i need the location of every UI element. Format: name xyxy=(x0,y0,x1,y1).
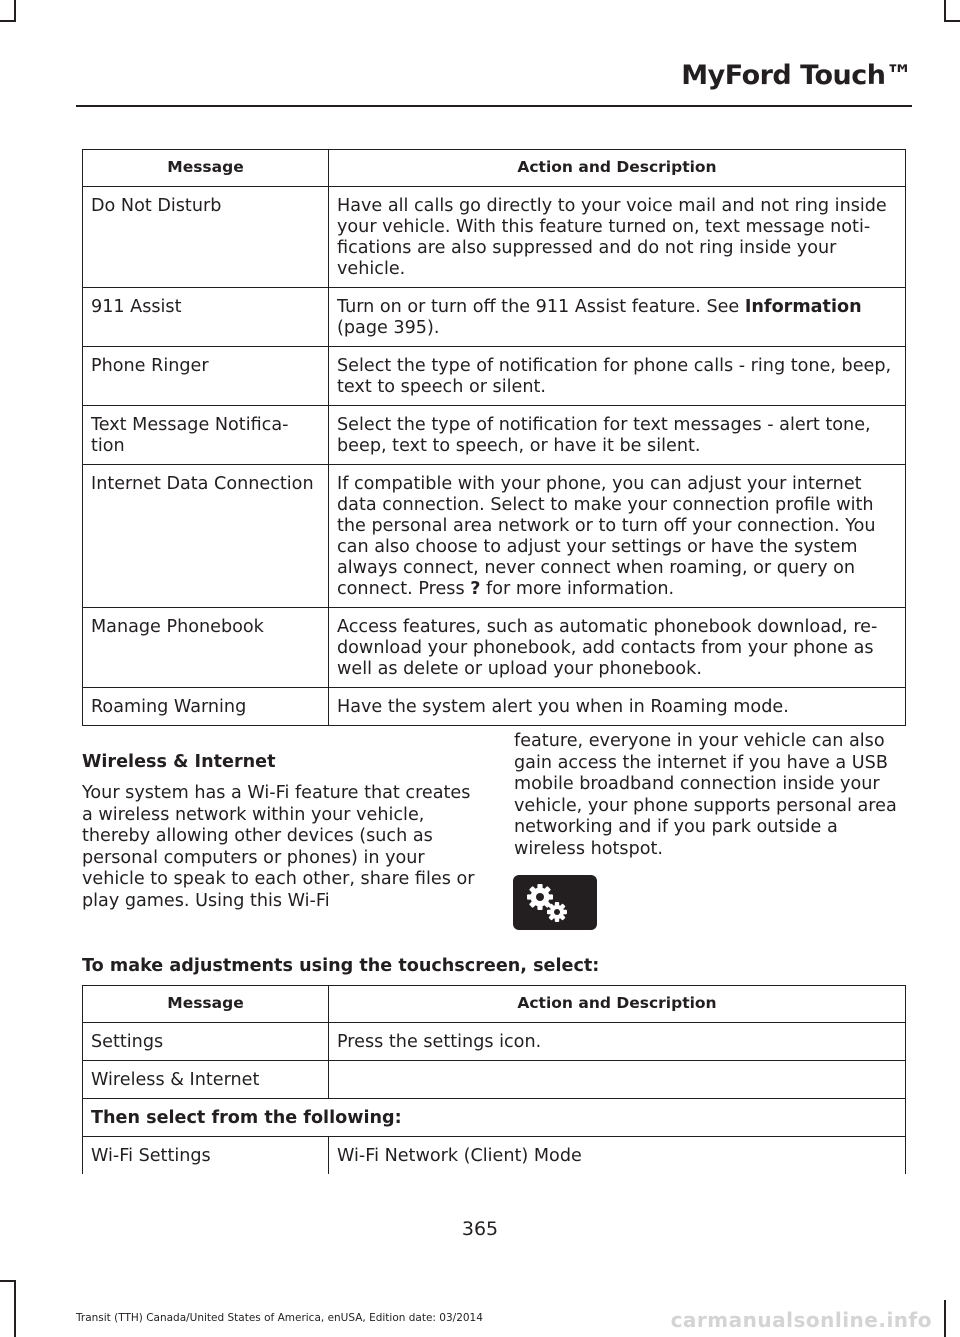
message-cell: Roaming Warning xyxy=(83,688,329,726)
message-cell: Text Message Notifica-tion xyxy=(83,406,329,465)
page-title: MyFord Touch™ xyxy=(681,60,912,91)
table-row xyxy=(83,347,906,406)
table-row xyxy=(83,1023,906,1061)
header-divider xyxy=(76,105,912,107)
table-row xyxy=(83,608,906,688)
column-header-action: Action and Description xyxy=(329,986,906,1023)
table-row xyxy=(83,288,906,347)
section-heading: Wireless & Internet xyxy=(82,752,276,772)
message-cell: Settings xyxy=(83,1023,329,1061)
table-row xyxy=(83,1099,906,1137)
action-cell: Have all calls go directly to your voice mail and not ring inside your vehicle. With this feature turned on, text message noti-fications are also suppressed and do not ring inside your vehicle. xyxy=(329,187,906,288)
action-cell xyxy=(329,465,906,608)
action-cell: Press the settings icon. xyxy=(329,1023,906,1061)
message-cell: Do Not Disturb xyxy=(83,187,329,288)
phone-settings-table xyxy=(82,149,906,726)
crop-mark xyxy=(0,20,16,22)
message-cell: Phone Ringer xyxy=(83,347,329,406)
crop-mark xyxy=(944,1300,946,1337)
steps-heading: To make adjustments using the touchscreen, select: xyxy=(82,956,600,976)
table-row xyxy=(83,187,906,288)
message-cell: 911 Assist xyxy=(83,288,329,347)
action-cell: Wi-Fi Network (Client) Mode xyxy=(329,1137,906,1175)
message-cell: Wi-Fi Settings xyxy=(83,1137,329,1175)
crop-mark xyxy=(0,1280,16,1282)
gears-icon xyxy=(513,875,597,930)
column-header-message: Message xyxy=(83,986,329,1023)
crop-mark xyxy=(14,0,16,22)
action-text: Turn on or turn off the 911 Assist feature. See xyxy=(337,297,745,317)
table-row xyxy=(83,688,906,726)
body-paragraph: Your system has a Wi-Fi feature that creates a wireless network within your vehicle, thereby allowing other devices (such as personal computers or phones) in your vehicle to speak to each other, share files or play games. Using this Wi-Fi xyxy=(82,783,475,911)
help-symbol: ? xyxy=(470,579,481,599)
message-cell: Manage Phonebook xyxy=(83,608,329,688)
action-cell: Select the type of notification for phone calls - ring tone, beep, text to speech or silent. xyxy=(329,347,906,406)
crop-mark xyxy=(944,0,946,22)
column-header-message: Message xyxy=(83,150,329,187)
action-cell xyxy=(329,1061,906,1099)
table-row xyxy=(83,1061,906,1099)
body-paragraph: feature, everyone in your vehicle can also gain access the internet if you have a USB mobile broadband connection inside your vehicle, your phone supports personal area networking and if you park outside a wireless hotspot. xyxy=(514,731,897,859)
action-text: If compatible with your phone, you can adjust your internet data connection. Select to make your connection profile with the personal area network or to turn off your connection. You can also choose to adjust your settings or have the system always connect, never connect when roaming, or query on connect. Press xyxy=(337,474,876,599)
cross-reference-link[interactable]: Information xyxy=(744,297,862,317)
action-cell: Select the type of notification for text messages - alert tone, beep, text to speech, or have it be silent. xyxy=(329,406,906,465)
crop-mark xyxy=(944,20,960,22)
table-row xyxy=(83,406,906,465)
action-cell xyxy=(329,288,906,347)
edition-footer: Transit (TTH) Canada/United States of America, enUSA, Edition date: 03/2014 xyxy=(76,1312,483,1324)
action-text: for more information. xyxy=(480,579,675,599)
message-cell: Wireless & Internet xyxy=(83,1061,329,1099)
column-header-action: Action and Description xyxy=(329,150,906,187)
wireless-settings-table xyxy=(82,985,906,1174)
action-cell: Access features, such as automatic phonebook download, re-download your phonebook, add contacts from your phone as well as delete or upload your phonebook. xyxy=(329,608,906,688)
watermark: carmanualsonline.info xyxy=(670,1308,932,1332)
action-text: (page 395). xyxy=(337,318,440,338)
table-header-row xyxy=(83,150,906,187)
table-header-row xyxy=(83,986,906,1023)
page-number: 365 xyxy=(461,1218,499,1240)
table-row xyxy=(83,1137,906,1175)
action-cell: Have the system alert you when in Roaming mode. xyxy=(329,688,906,726)
left-column xyxy=(82,752,482,913)
right-column xyxy=(514,731,908,861)
table-row xyxy=(83,465,906,608)
crop-mark xyxy=(14,1280,16,1337)
message-cell: Internet Data Connection xyxy=(83,465,329,608)
then-select-row: Then select from the following: xyxy=(83,1099,906,1137)
